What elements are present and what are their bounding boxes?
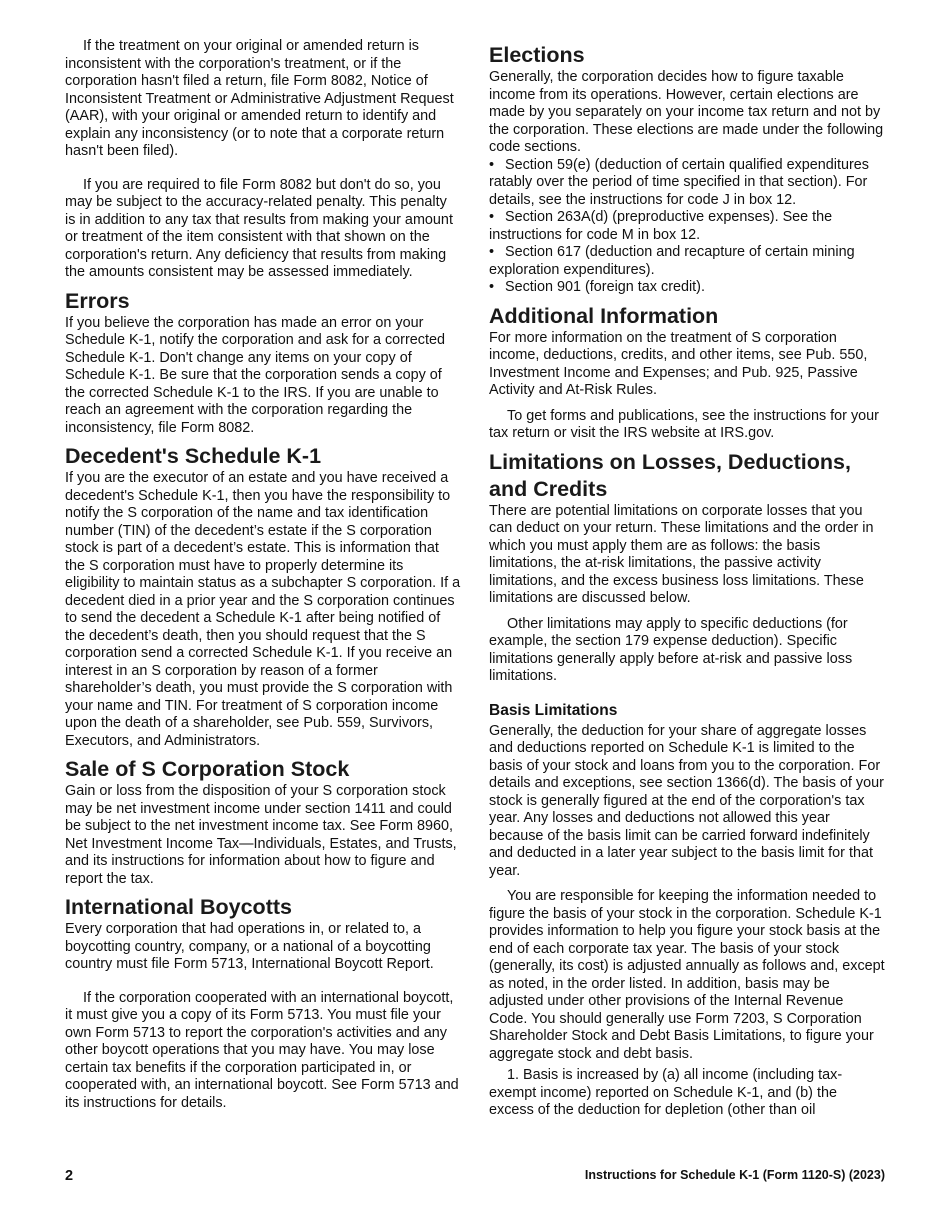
paragraph-boycott-filing: Every corporation that had operations in, or related to, a boycotting country, company, or a national of a boycotting country must file Form 5713, International Boycott Report. xyxy=(65,921,434,972)
paragraph-decedent: If you are the executor of an estate and you have received a decedent's Schedule K-1, then you have the responsibility to notify the S corporation of the name and tax identification number (TIN) of the decedent’s estate if the S corporation stock is part of a decedent’s estate. This is information that the S corporation must have to properly determine its eligibility to maintain status as a subchapter S corporation. If a decedent died in a prior year and the S corporation continues to send the decedent a Schedule K-1 after being notified of the decedent’s death, then you should request that the S corporation send a corrected Schedule K-1. If you receive an interest in an S corporation by reason of a former shareholder’s death, you must provide the S corporation with your name and TIN. For treatment of S corporation income upon the death of a shareholder, see Pub. 559, Survivors, Executors, and Administrators. xyxy=(65,470,461,749)
heading-basis-limitations: Basis Limitations xyxy=(489,701,618,719)
paragraph-forms-publications: To get forms and publications, see the instructions for your tax return or visit the IRS website at IRS.gov. xyxy=(489,407,879,441)
paragraph-errors: If you believe the corporation has made an error on your Schedule K-1, notify the corporation and ask for a corrected Schedule K-1. Don't change any items on your copy of Schedule K-1. Be sure that the corporation sends a copy of the corrected Schedule K-1 to the IRS. If you are unable to reach an agreement with the corporation regarding the inconsistency, file Form 8082. xyxy=(65,314,445,436)
paragraph-basis-increase: 1. Basis is increased by (a) all income (including tax-exempt income) reported on Schedule K-1, and (b) the excess of the deduction for depletion (other than oil xyxy=(489,1067,843,1118)
paragraph-basis-responsibility: You are responsible for keeping the information needed to figure the basis of your stock in the corporation. Schedule K-1 provides information to help you figure your stock basis at the end of each corporate tax year. The basis of your stock (generally, its cost) is adjusted annually as follows and, except as noted, in the order listed. In addition, basis may be adjusted under other provisions of the Internal Revenue Code. You should generally use Form 7203, S Corporation Shareholder Stock and Debt Basis Limitations, to figure your aggregate stock and debt basis. xyxy=(489,888,885,1062)
page-number: 2 xyxy=(65,1168,74,1184)
paragraph-inconsistent-treatment: If the treatment on your original or amended return is inconsistent with the corporation's treatment, or if the corporation hasn't filed a return, file Form 8082, Notice of Inconsistent Treatment or Administrative Adjustment Request (AAR), with your original or amended return to identify and explain any inconsistency (or to note that a corporate return hasn't been filed). xyxy=(65,38,454,159)
paragraph-boycott-cooperation: If the corporation cooperated with an international boycott, it must give you a copy of its Form 5713. You must file your own Form 5713 to report the corporation's activities and any other boycott operations that you may have. You may lose certain tax benefits if the corporation participated in, or cooperated with, an international boycott. See Form 5713 and its instructions for details. xyxy=(65,989,459,1111)
footer-title: Instructions for Schedule K-1 (Form 1120-S) (2023) xyxy=(584,1168,885,1182)
heading-international-boycotts: International Boycotts xyxy=(65,895,292,919)
heading-additional-information: Additional Information xyxy=(489,303,719,328)
paragraph-penalty: If you are required to file Form 8082 but don't do so, you may be subject to the accuracy-related penalty. This penalty is in addition to any tax that results from making your amount or treatment of the item consistent with that shown on the corporation's return. Any deficiency that results from making the amounts consistent may be assessed immediately. xyxy=(65,176,453,280)
bullet-section-901: • Section 901 (foreign tax credit). xyxy=(489,279,885,297)
paragraph-additional-info: For more information on the treatment of S corporation income, deductions, credits, and other items, see Pub. 550, Investment Income and Expenses; and Pub. 925, Passive Activity and At-Risk Rules. xyxy=(489,329,868,398)
bullet-section-617: • Section 617 (deduction and recapture of certain mining exploration expenditures). xyxy=(489,244,885,279)
bullet-section-59e: • Section 59(e) (deduction of certain qualified expenditures ratably over the period of time specified in that section). For details, see the instructions for code J in box 12. xyxy=(489,157,885,210)
heading-decedent: Decedent's Schedule K-1 xyxy=(65,444,322,468)
paragraph-basis-general: Generally, the deduction for your share of aggregate losses and deductions reported on Schedule K-1 is limited to the basis of your stock and loans from you to the corporation. For details and exceptions, see section 1366(d). The basis of your stock is generally figured at the end of the corporation's tax year. Any losses and deductions not allowed this year because of the basis limit can be carried forward indefinitely and deducted in a later year subject to the basis limit for that year. xyxy=(489,722,884,879)
paragraph-sale-of-stock: Gain or loss from the disposition of your S corporation stock may be net investment income under section 1411 and could be subject to the net investment income tax. See Form 8960, Net Investment Income Tax—Individuals, Estates, and Trusts, and its instructions for information about how to figure and report the tax. xyxy=(65,783,457,887)
paragraph-limitations-order: There are potential limitations on corporate losses that you can deduct on your return. These limitations and the order in which you must apply them are as follows: the basis limitations, the at-risk limitations, the passive activity limitations, and the excess business loss limitations. These limitations are discussed below. xyxy=(489,502,874,606)
paragraph-elections: Generally, the corporation decides how to figure taxable income from its operations. However, certain elections are made by you separately on your income tax return and not by the corporation. These elections are made under the following code sections. xyxy=(489,69,884,155)
heading-errors: Errors xyxy=(65,288,130,313)
heading-sale-of-stock: Sale of S Corporation Stock xyxy=(65,757,350,781)
bullet-section-263a: • Section 263A(d) (preproductive expenses). See the instructions for code M in box 12. xyxy=(489,209,885,244)
heading-limitations: Limitations on Losses, Deductions, and Credits xyxy=(489,449,851,501)
left-column xyxy=(65,38,461,1112)
right-column xyxy=(489,38,885,1120)
heading-elections: Elections xyxy=(489,43,585,67)
paragraph-other-limitations: Other limitations may apply to specific deductions (for example, the section 179 expense deduction). Specific limitations generally apply before at-risk and passive loss limitations. xyxy=(489,615,853,684)
